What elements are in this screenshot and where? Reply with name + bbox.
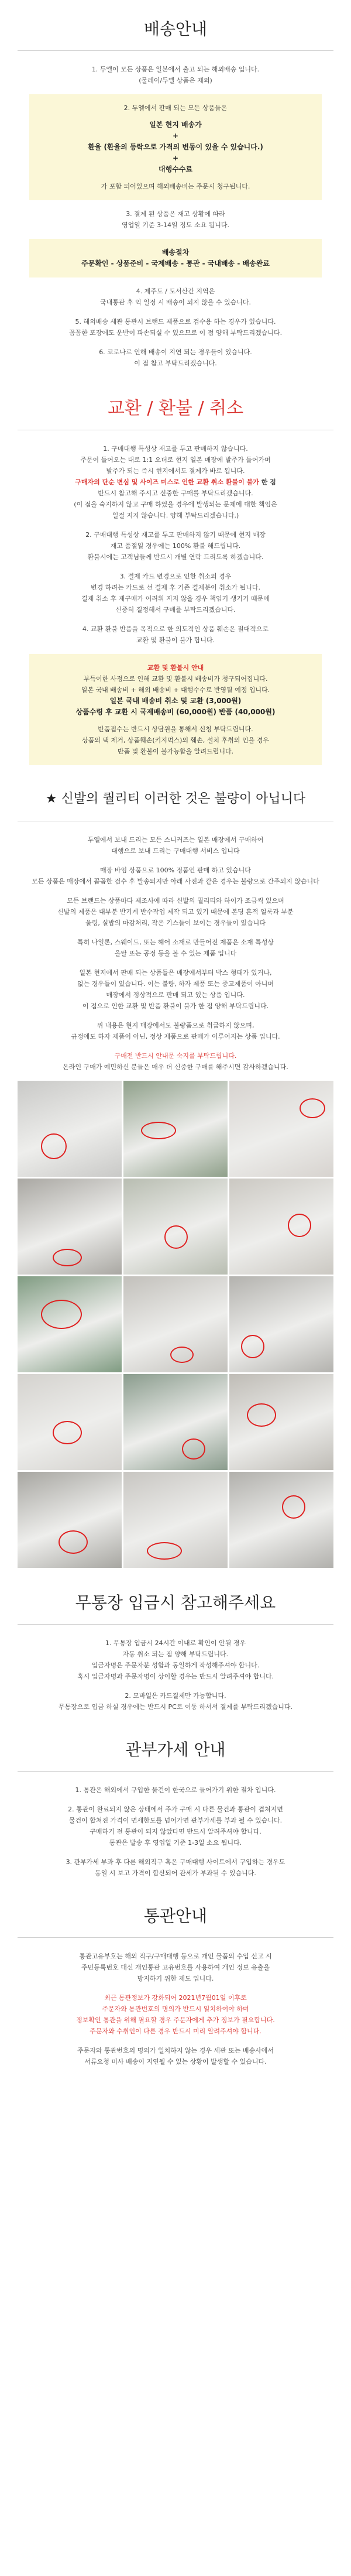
text-line: 두엘에서 보내 드리는 모든 스니커즈는 일본 매장에서 구매하여 — [87, 836, 264, 844]
defect-highlight-circle — [141, 1122, 176, 1139]
photo-sole-glue — [18, 1179, 122, 1275]
text-line: 주문이 들어오는 대로 1:1 오더로 현지 일본 매장에 발주가 들어가며 — [80, 456, 271, 464]
text-line: 4. 제주도 / 도서산간 지역은 — [136, 287, 215, 295]
text-line: 혹시 입금자명과 주문자명이 상이할 경우는 반드시 알려주셔야 합니다. — [77, 1673, 274, 1680]
text-line: 주민등록번호 대신 개인통관 고유번호를 사용하여 개인 정보 유출을 — [81, 1964, 270, 1971]
customs-tax-section — [0, 1721, 351, 1879]
clearance-warning — [18, 1992, 333, 2037]
defect-highlight-circle — [53, 1421, 82, 1444]
text-line: 2. 구매대행 특성상 재고를 두고 판매하지 않기 때문에 현지 매장 — [85, 531, 266, 539]
photo-outsole — [123, 1472, 228, 1568]
text-line: 3. 결제 카드 변경으로 인한 취소의 경우 — [119, 573, 232, 580]
text-line: 모든 브랜드는 상품마다 제조사에 따라 신발의 퀄리티와 하이가 조금씩 있으며 — [67, 897, 284, 905]
text-line: 부득이한 사정으로 인해 교환 및 환불시 배송비가 청구되어집니다. — [83, 675, 268, 683]
text-line: 자동 취소 되는 점 양해 부탁드립니다. — [122, 1650, 229, 1658]
clearance-note-1 — [18, 1951, 333, 1984]
returns-note-1 — [18, 443, 333, 521]
quality-banner-text: 신발의 퀄리티 이러한 것은 불량이 아닙니다 — [61, 792, 306, 806]
defect-highlight-circle — [147, 1542, 182, 1560]
box-red-title: 교환 및 환불시 안내 — [147, 664, 204, 672]
defect-highlight-circle — [170, 1347, 194, 1363]
defect-example-photos — [18, 1081, 333, 1568]
photo-heel-overlay — [229, 1179, 333, 1275]
defect-highlight-circle — [53, 1249, 82, 1266]
plus-sign: + — [172, 132, 179, 140]
shipping-note-6 — [18, 347, 333, 369]
price-item-local: 일본 현지 배송가 — [149, 121, 202, 129]
customs-tax-title: 관부가세 안내 — [125, 1740, 226, 1759]
photo-side-swoosh — [229, 1081, 333, 1177]
steps-list: 주문확인 - 상품준비 - 국제배송 - 통관 - 국내배송 - 배송완료 — [81, 259, 270, 268]
text-line: 2. 모바일은 카드결제만 가능합니다. — [125, 1692, 226, 1700]
customs-tax-note-1: 1. 통관은 해외에서 구입한 물건이 한국으로 들어가기 위한 절차 입니다. — [75, 1786, 276, 1794]
text-line: 동일 시 보고 가격이 합산되어 관세가 부과될 수 있습니다. — [95, 1869, 256, 1877]
text-line: 방지하기 위한 제도 입니다. — [137, 1975, 214, 1982]
text-line: 영업일 기준 3-14일 정도 소요 됩니다. — [121, 221, 230, 229]
plus-sign: + — [172, 154, 179, 162]
shipping-steps-box — [29, 239, 322, 278]
fee-international: 상품수령 후 교환 시 국제배송비 (60,000원) 반품 (40,000원) — [75, 708, 276, 716]
defect-highlight-circle — [300, 1098, 325, 1118]
clearance-title: 통관안내 — [143, 1906, 208, 1926]
photo-inner-lining — [18, 1374, 122, 1470]
customs-tax-note-3 — [18, 1856, 333, 1879]
photo-toe-box — [229, 1276, 333, 1372]
deposit-note-1 — [18, 1638, 333, 1682]
text-line: 위 내용은 현지 매장에서도 불량품으로 취급하지 않으며, — [97, 1022, 254, 1029]
warning-tail: 한 점 — [259, 478, 276, 486]
returns-note-3 — [18, 571, 333, 615]
customs-tax-note-2 — [18, 1804, 333, 1848]
text-line: (이 점을 숙지하지 않고 구매 하였을 경우에 발생되는 문제에 대한 책임은 — [74, 501, 277, 508]
text-line: 신발의 제품은 대부분 반기계 반수작업 제작 되고 있기 때문에 본딩 흔적 얼룩과 부분 — [57, 908, 294, 916]
text-line: 변경 하려는 카드로 선 결제 후 기존 결제분이 취소가 됩니다. — [91, 584, 260, 591]
read-notice-warning: 구매전 반드시 안내문 숙지를 부탁드립니다. — [114, 1052, 237, 1060]
divider — [18, 1771, 333, 1772]
text-line: 6. 코로나로 인해 배송이 지연 되는 경우들이 있습니다. — [99, 348, 252, 356]
text-line: 5. 해외배송 세관 통관시 브랜드 제품으로 검수용 하는 경우가 있습니다. — [75, 318, 276, 326]
text-line: 이 점으로 인한 교환 및 반품 환불이 불가 한 점 양해 부탁드립니다. — [82, 1002, 269, 1010]
text-line: 일본 현지에서 판매 되는 상품들은 매장에서부터 박스 형태가 있거나, — [79, 969, 272, 977]
text-line: 정보확인 통관을 위해 필요할 경우 주문자에게 추가 정보가 필요합니다. — [76, 2016, 275, 2024]
quality-note-3 — [18, 895, 333, 929]
text-line: 특히 나일론, 스웨이드, 또는 헤어 소재로 만들어진 제품은 소재 특성상 — [77, 938, 274, 946]
quality-banner — [18, 773, 333, 810]
text-line: 매장 바임 상품으로 100% 정품인 판매 하고 있습니다 — [100, 866, 251, 874]
text-line: 서류요청 미사 배송이 지연될 수 있는 상황이 발생할 수 있습니다. — [84, 2058, 267, 2065]
text-line: 통관은 발송 후 영업일 기준 1-3일 소요 됩니다. — [109, 1839, 242, 1847]
text-line: 반품 및 환불이 불가능함을 알려드립니다. — [117, 748, 234, 755]
text-line: 최근 통관정보가 강화되어 2021년7월01일 이후로 — [104, 1994, 247, 2002]
deposit-title: 무통장 입금시 참고해주세요 — [75, 1593, 276, 1612]
text-line: 통관고유부호는 해외 직구/구매대행 등으로 개인 물품의 수입 신고 시 — [79, 1952, 272, 1960]
text-line — [18, 477, 333, 488]
shipping-note-5 — [18, 316, 333, 338]
quality-note-6 — [18, 1020, 333, 1042]
defect-highlight-circle — [41, 1300, 82, 1329]
text-line: 물건이 합쳐진 가격이 면세한도를 넘어가면 관부가세를 부과 될 수 있습니다. — [68, 1817, 283, 1824]
text-line: 올탈 또는 공정 등을 볼 수 있는 제품 입니다 — [114, 950, 237, 957]
text-line: 반드시 참고해 주시고 신중한 구매를 부탁드리겠습니다. — [98, 489, 253, 497]
text-line: 이 점 참고 부탁드리겠습니다. — [134, 359, 217, 367]
quality-note-4 — [18, 937, 333, 959]
defect-highlight-circle — [241, 1335, 264, 1358]
fee-domestic: 일본 국내 배송비 취소 및 교환 (3,000원) — [109, 697, 242, 705]
photo-lace-area — [123, 1374, 228, 1470]
text-line: 발주가 되는 즉시 현지에서도 결제가 바로 됩니다. — [106, 467, 245, 475]
text-line: 결제 취소 후 재구매가 어려워 지지 않을 경우 책임기 생기기 때문에 — [81, 595, 270, 602]
text-line: 무통장으로 입금 하실 경우에는 반드시 PC로 이동 하셔서 결제를 부탁드리겠습니다. — [58, 1703, 292, 1711]
quality-note-5 — [18, 967, 333, 1012]
price-composition-box — [29, 94, 322, 200]
quality-note-7: 온라인 구매가 예민하신 분들은 매우 더 신중한 구매를 해주시면 감사하겠습니다. — [63, 1063, 288, 1071]
shipping-section — [0, 0, 351, 369]
text-line: 1. 구매대행 특성상 재고를 두고 판매하지 않습니다. — [103, 445, 248, 453]
text-line: 교환 및 환불이 불가 합니다. — [136, 636, 215, 644]
clearance-note-2 — [18, 2045, 333, 2067]
returns-title: 교환 / 환불 / 취소 — [107, 398, 244, 419]
exchange-refund-box — [29, 654, 322, 765]
photo-heel-tab — [18, 1081, 122, 1177]
box-intro: 2. 두엘에서 판매 되는 모든 상품들은 — [123, 104, 228, 112]
text-line: 주문자와 통관번호의 명의가 일치하지 않는 경우 세관 또는 배송사에서 — [77, 2047, 274, 2054]
defect-highlight-circle — [41, 1133, 67, 1159]
text-line: 반품접수는 반드시 상담원을 통해서 신청 부탁드립니다. — [98, 725, 253, 733]
returns-section — [0, 377, 351, 765]
text-line: 규정에도 하자 제품이 아닌, 정상 제품으로 판매가 이루어지는 상품 입니다. — [71, 1033, 280, 1040]
deposit-note-2 — [18, 1690, 333, 1712]
quality-note-2 — [18, 865, 333, 887]
text-line: 3. 관부가세 부과 후 다른 해외직구 혹은 구매대행 사이트에서 구입하는 경우도 — [66, 1858, 285, 1866]
text-line: 입금자명은 주문자분 성함과 동일하게 작성해주셔야 합니다. — [91, 1662, 260, 1669]
defect-highlight-circle — [58, 1530, 88, 1554]
photo-quarter-panel — [229, 1472, 333, 1568]
returns-note-2 — [18, 529, 333, 563]
text-line: 주문자와 수취인이 다른 경우 반드시 미리 알려주셔야 합니다. — [90, 2027, 261, 2035]
deposit-section — [0, 1574, 351, 1712]
text-line: (물레이/두엘 상품은 제외) — [139, 77, 212, 84]
defect-highlight-circle — [182, 1438, 205, 1460]
shipping-note-3 — [18, 208, 333, 231]
photo-toe-stitching — [123, 1081, 228, 1177]
text-line: 없는 경우들이 있습니다. 이는 불량, 하자 제품 또는 중고제품이 아니며 — [77, 980, 274, 988]
text-line: 모든 상품은 매장에서 꼼꼼한 검수 후 발송되지만 아래 사진과 같은 경우는 불량으로 간주되지 않습니다 — [32, 878, 319, 885]
text-line: 주문자와 통관번호의 명의가 반드시 일치하여야 하며 — [102, 2005, 249, 2013]
returns-note-4 — [18, 624, 333, 646]
defect-highlight-circle — [164, 1225, 188, 1249]
quality-note-1 — [18, 834, 333, 857]
photo-green-swoosh — [18, 1276, 122, 1372]
clearance-section — [0, 1887, 351, 2086]
no-refund-warning: 구매자의 단순 변심 및 사이즈 미스로 인한 교환 취소 환불이 불가 — [75, 478, 259, 486]
photo-heel-counter — [229, 1374, 333, 1470]
photo-suede-panel — [18, 1472, 122, 1568]
divider — [18, 50, 333, 51]
shipping-title: 배송안내 — [143, 19, 208, 39]
text-line: 4. 교환 환불 반품을 목적으로 한 의도적인 상품 훼손은 절대적으로 — [82, 625, 269, 633]
defect-highlight-circle — [282, 1495, 305, 1519]
text-line: 신중히 결정해서 구매를 부탁드리겠습니다. — [115, 606, 236, 614]
price-item-fee: 대행수수료 — [159, 165, 192, 173]
text-line: 국내통관 후 익 일정 시 배송이 되지 않을 수 있습니다. — [99, 299, 252, 306]
star-icon: ★ — [45, 792, 57, 806]
defect-highlight-circle — [288, 1214, 311, 1237]
text-line: 상품의 택 제거, 상품훼손(키지먹스)의 훼손, 설치 후취의 인을 경우 — [82, 737, 269, 744]
text-line: 구매하기 전 통관이 되지 않았다면 반드시 알려주셔야 합니다. — [90, 1828, 261, 1835]
text-line: 일본 국내 배송비 + 해외 배송비 + 대행수수료 반영될 예정 입니다. — [81, 686, 270, 694]
divider — [18, 1624, 333, 1625]
text-line: 3. 결제 된 상품은 재고 상황에 따라 — [126, 210, 225, 218]
photo-eyelet-stitch — [123, 1179, 228, 1275]
shipping-note-4 — [18, 286, 333, 308]
divider — [18, 1937, 333, 1938]
text-line: 대행으로 보내 드리는 구매대행 서비스 입니다 — [111, 847, 240, 855]
text-line: 환불시에는 고객님들께 반드시 개별 연락 드리도록 하겠습니다. — [87, 553, 264, 561]
price-item-exchange: 환율 (환율의 등락으로 가격의 변동이 있을 수 있습니다.) — [88, 143, 263, 151]
text-line: 울링, 실밥의 마감처리, 작은 기스들이 보이는 경우들이 있습니다 — [85, 919, 266, 927]
text-line: 1. 무통장 입금시 24시간 이내로 확인이 안될 경우 — [105, 1639, 246, 1647]
text-line: 매장에서 정상적으로 판매 되고 있는 상품 입니다. — [106, 991, 245, 999]
quality-section — [0, 773, 351, 1073]
text-line: 일절 지지 않습니다. 양해 부탁드리겠습니다.) — [112, 512, 239, 519]
shipping-note-1 — [18, 64, 333, 86]
text-line: 2. 통관이 완료되지 않은 상태에서 주가 구매 시 다른 물건과 통관이 겹쳐지면 — [68, 1806, 283, 1813]
photo-midsole — [123, 1276, 228, 1372]
steps-title: 배송절차 — [161, 248, 190, 256]
text-line: 꼼꼼한 포장에도 운반이 파손되실 수 있으므로 이 점 양해 부탁드리겠습니다. — [68, 329, 283, 337]
defect-highlight-circle — [247, 1403, 276, 1427]
text-line: 1. 두엘이 모든 상품은 일본에서 출고 되는 해외배송 입니다. — [91, 66, 260, 73]
box-footer: 가 포함 되어있으며 해외배송비는 주문시 청구됩니다. — [101, 183, 250, 190]
text-line: 재고 품절일 경우에는 100% 환불 해드립니다. — [110, 542, 241, 550]
